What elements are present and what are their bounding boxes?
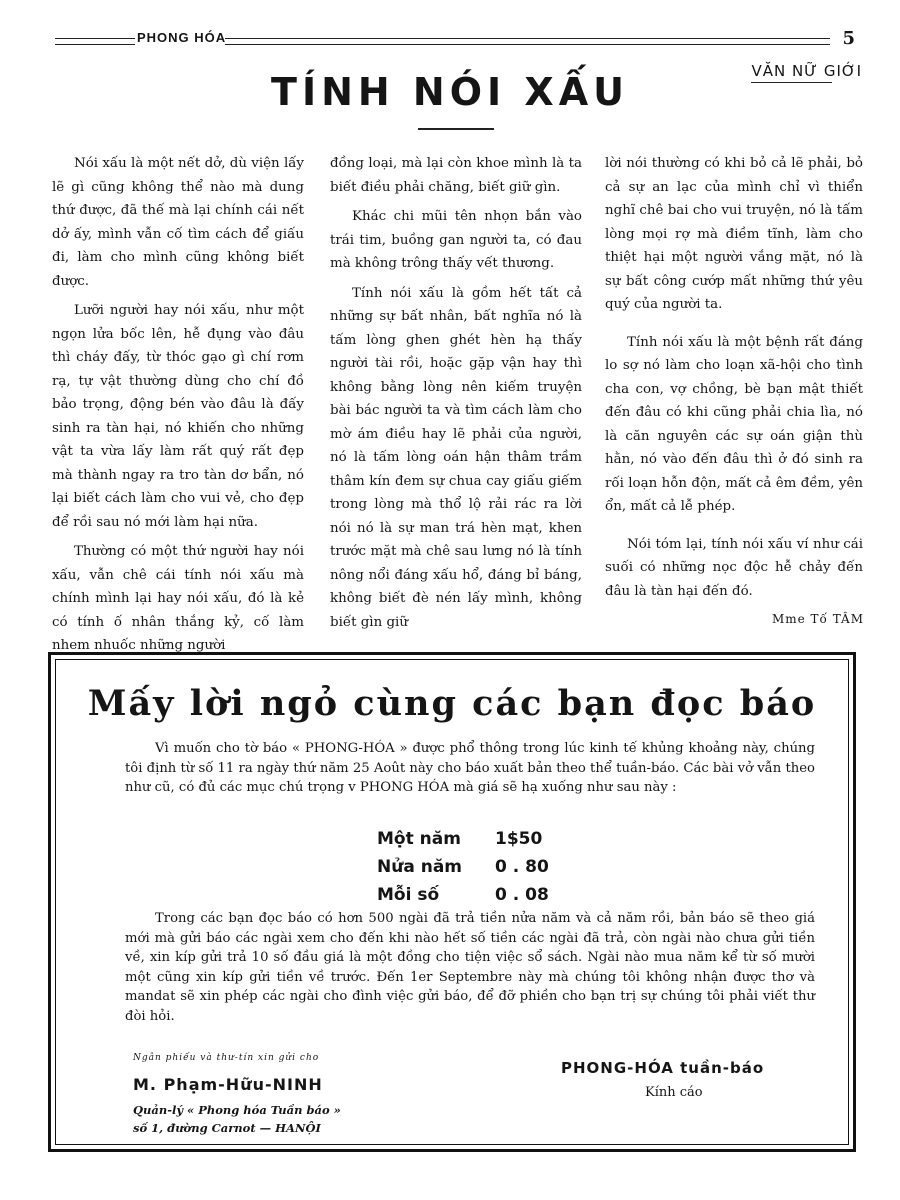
publisher-name: PHONG-HÓA tuần-báo (561, 1059, 765, 1077)
price-row (377, 881, 555, 909)
title-divider (418, 128, 494, 130)
masthead: PHONG HÓA (137, 30, 227, 45)
price-list (377, 825, 555, 909)
price-label: Mỗi số (377, 885, 440, 905)
price-value: 1$50 (495, 829, 543, 849)
notice-box (48, 652, 856, 1152)
paragraph: Lưỡi người hay nói xấu, như một ngọn lửa bốc lên, hễ đụng vào đâu thì cháy đấy, từ thóc gạo gì chí rơm rạ, tự vật thường dùng cho chí đồ bảo trọng, động bén vào đâu là đấy sinh ra tàn hại, nó khiến cho những vật ta vừa lấy làm rất quý rất đẹp mà thành ngay ra tro tàn dơ bẩn, nó lại biết cách làm cho vui vẻ, cho đẹp để rồi sau nó mới làm hại nữa. (52, 303, 304, 530)
notice-heading: Mấy lời ngỏ cùng các bạn đọc báo (87, 683, 817, 724)
article-column-2 (330, 152, 582, 634)
sender-name: M. Phạm-Hữu-NINH (133, 1075, 323, 1094)
notice-paragraph-2: Trong các bạn đọc báo có hơn 500 ngài đã trả tiền nửa năm và cả năm rồi, bản báo sẽ theo giá mới mà gửi báo các ngài xem cho đến khi nào hết số tiền các ngài đã trả, còn ngài nào chưa gửi tiền về, xin kíp gửi trả 10 số đầu giá là một đồng cho tiện việc sổ sách. Ngài nào mua năm kể từ số mười một cũng xin kíp gửi tiền về trước. Đến 1er Septembre này mà chúng tôi không nhận được thơ và mandat sẽ xin phép các ngài cho đình việc gửi báo, để đỡ phiền cho bạn trị sự chúng tôi phải viết thư đòi hỏi. (125, 911, 815, 1024)
price-value: 0 . 08 (495, 885, 549, 905)
price-value: 0 . 80 (495, 857, 549, 877)
paragraph: Nói tóm lại, tính nói xấu ví như cái suối có những nọc độc hễ chảy đến đâu là tàn hại đến đó. (605, 536, 863, 599)
paragraph: Nói xấu là một nết dở, dù viện lấy lẽ gì cũng không thể nào mà dung thứ được, đã thế mà lại chính cái nết dở ấy, mình vẫn cố tìm cách để giấu đi, làm cho mình cũng không biết được. (52, 156, 304, 289)
sender-note: Ngân phiếu và thư-tín xin gửi cho (133, 1053, 320, 1063)
paragraph: Tính nói xấu là gồm hết tất cả những sự bất nhân, bất nghĩa nó là tấm lòng ghen ghét hèn hạ thấy người tài rồi, hoặc gặp vận hay thì không bằng lòng nên kiếm truyện bài bác người ta và tìm cách làm cho mờ ám điều hay lẽ phải của người, nó là tấm lòng oán hận thâm trầm thâm kín đem sự chua cay giấu giếm trong lòng mà thổ lộ rải rác ra lời nói nó là sự man trá hèn mạt, khen trước mặt mà chê sau lưng nó là tính nông nổi đáng xấu hổ, đáng bỉ báng, không biết đè nén lấy mình, không biết gìn giữ (330, 285, 582, 630)
paragraph: Khác chi mũi tên nhọn bắn vào trái tim, buồng gan người ta, có đau mà không trông thấy vết thương. (330, 209, 582, 271)
header-rule-left (55, 38, 135, 45)
paragraph: Thường có một thứ người hay nói xấu, vẫn chê cái tính nói xấu mà chính mình lại hay nói xấu, đó là kẻ có tính ố nhân thắng kỷ, cố làm nhem nhuốc những người (52, 544, 304, 653)
price-label: Một năm (377, 829, 461, 849)
page-number: 5 (842, 28, 855, 49)
price-row (377, 825, 555, 853)
sender-address (133, 1101, 341, 1137)
paragraph: đồng loại, mà lại còn khoe mình là ta biết điều phải chăng, biết giữ gìn. (330, 156, 582, 195)
article-title: TÍNH NÓI XẤU (271, 70, 629, 114)
sender-address-line: số 1, đường Carnot — HANỘI (133, 1121, 321, 1135)
article-column-3 (605, 152, 863, 603)
sender-address-line: Quản-lý « Phong hóa Tuần báo » (133, 1103, 341, 1117)
paragraph: lời nói thường có khi bỏ cả lẽ phải, bỏ cả sự an lạc của mình chỉ vì thiển nghĩ chê bai cho vui truyện, nó là tấm lòng mọi rợ mà điềm tĩnh, làm cho thiệt hại một người vắng mặt, nó là sự bất công cướp mất những thứ yêu quý của người ta. (605, 156, 863, 312)
header-rule-right (225, 38, 830, 45)
article-signature: Mme Tố TÂM (771, 612, 864, 626)
section-label: VĂN NỮ GIỚI (751, 62, 862, 80)
price-label: Nửa năm (377, 857, 463, 877)
notice-paragraph-1: Vì muốn cho tờ báo « PHONG-HÓA » được phổ thông trong lúc kinh tế khủng khoảng này, chúng tôi định từ số 11 ra ngày thứ năm 25 Août này cho báo xuất bản theo thể tuần-báo. Các bài vở vẫn theo như cũ, có đủ các mục chú trọng v PHONG HÓA mà giá sẽ hạ xuống như sau này : (125, 741, 815, 795)
publisher-sign-off: Kính cáo (645, 1085, 703, 1100)
page-header (55, 30, 855, 52)
article-column-1 (52, 152, 304, 658)
paragraph: Tính nói xấu là một bệnh rất đáng lo sợ nó làm cho loạn xã-hội cho tình cha con, vợ chồng, bè bạn mật thiết đến đâu có khi cũng phải chia lìa, nó là căn nguyên các sự oán giận thù hằn, nó vào đến đâu thì ở đó sinh ra rối loạn hỗn độn, mất cả êm đềm, yên ổn, mất cả lễ phép. (605, 334, 863, 514)
price-row (377, 853, 555, 881)
